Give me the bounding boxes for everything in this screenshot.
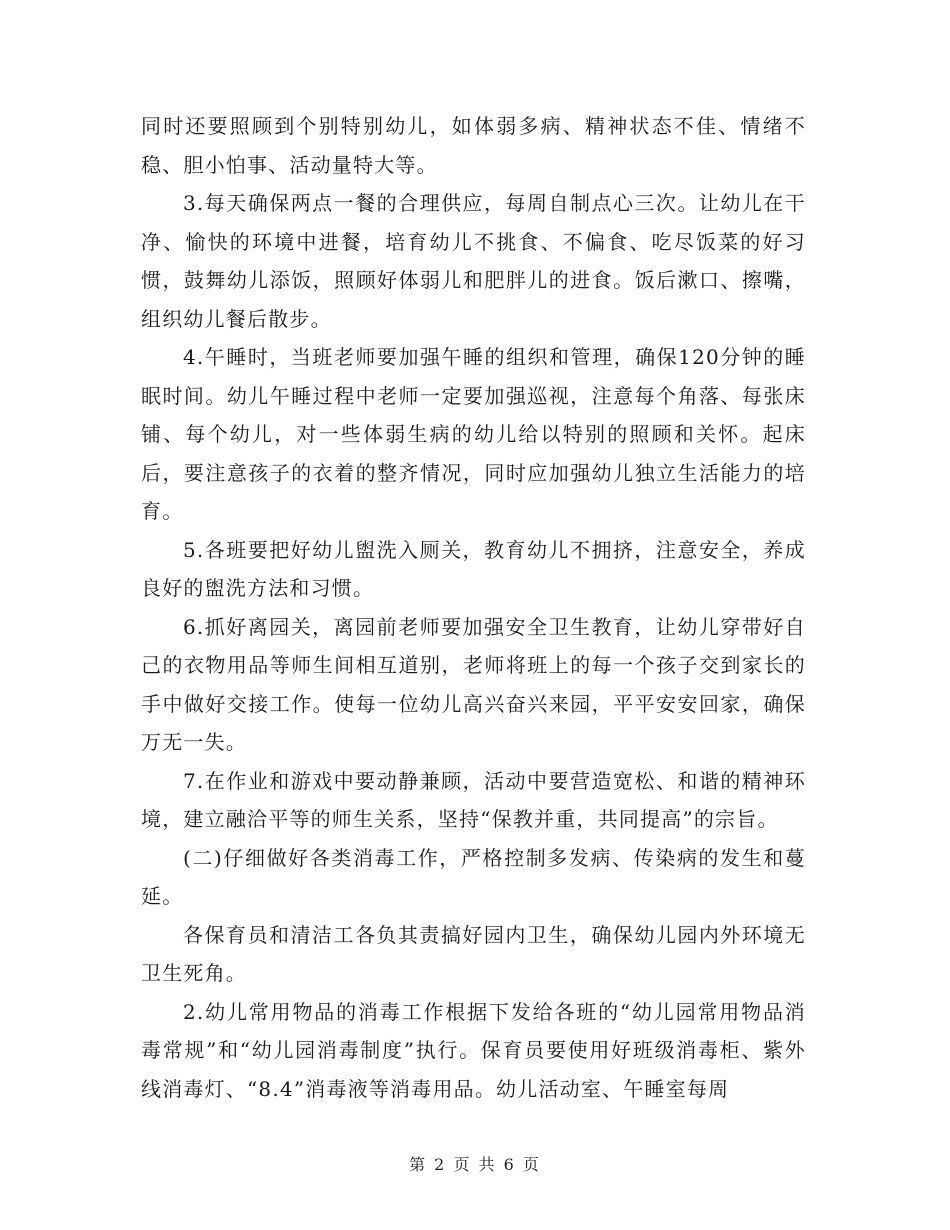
paragraph-8: 各保育员和清洁工各负其责搞好园内卫生，确保幼儿园内外环境无卫生死角。 [141,922,806,985]
paragraph-1: 同时还要照顾到个别特别幼儿，如体弱多病、精神状态不佳、情绪不稳、胆小怕事、活动量特大等。 [141,114,806,177]
paragraph-2: 3.每天确保两点一餐的合理供应，每周自制点心三次。让幼儿在干净、愉快的环境中进餐，培育幼儿不挑食、不偏食、吃尽饭菜的好习惯，鼓舞幼儿添饭，照顾好体弱儿和肥胖儿的进食。饭后漱口、擦嘴，组织幼儿餐后散步。 [141,191,806,331]
paragraph-5: 6.抓好离园关，离园前老师要加强安全卫生教育，让幼儿穿带好自己的衣物用品等师生间相互道别，老师将班上的每一个孩子交到家长的手中做好交接工作。使每一位幼儿高兴奋兴来园，平平安安回家，确保万无一失。 [141,614,806,754]
paragraph-9: 2.幼儿常用物品的消毒工作根据下发给各班的“幼儿园常用物品消毒常规”和“幼儿园消毒制度”执行。保育员要使用好班级消毒柜、紫外线消毒灯、“8.4”消毒液等消毒用品。幼儿活动室、午睡室每周 [141,999,806,1101]
paragraph-6: 7.在作业和游戏中要动静兼顾，活动中要营造宽松、和谐的精神环境，建立融洽平等的师生关系，坚持“保教并重，共同提高”的宗旨。 [141,768,806,831]
paragraph-4: 5.各班要把好幼儿盥洗入厕关，教育幼儿不拥挤，注意安全，养成良好的盥洗方法和习惯。 [141,537,806,600]
page-number-footer: 第 2 页 共 6 页 [409,1155,541,1174]
paragraph-7: (二)仔细做好各类消毒工作，严格控制多发病、传染病的发生和蔓延。 [141,845,806,908]
paragraph-3: 4.午睡时，当班老师要加强午睡的组织和管理，确保120分钟的睡眠时间。幼儿午睡过程中老师一定要加强巡视，注意每个角落、每张床铺、每个幼儿，对一些体弱生病的幼儿给以特别的照顾和关怀。起床后，要注意孩子的衣着的整齐情况，同时应加强幼儿独立生活能力的培育。 [141,345,806,523]
document-body [141,107,806,1108]
